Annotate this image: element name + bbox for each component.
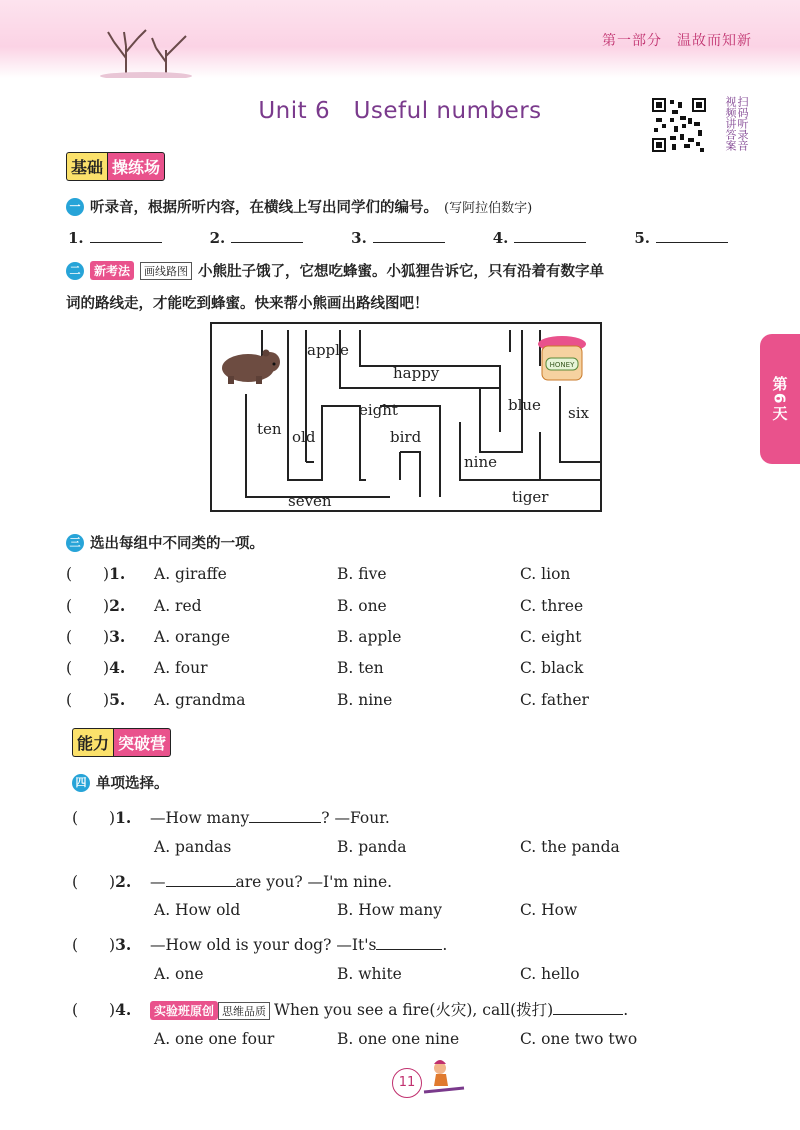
stem-post: ? —Four. [321,809,390,827]
question-4-heading [72,772,169,793]
thinking-quality-tag: 思维品质 [218,1002,270,1020]
blank-label: 4. [492,229,509,247]
question-badge: 四 [72,774,90,792]
question-badge: 一 [66,198,84,216]
option-a[interactable]: A. grandma [154,691,246,709]
section-label-b: 突破营 [113,728,171,757]
qr-code-icon[interactable] [652,98,706,152]
blank-label: 5. [634,229,650,247]
section-basic-practice [66,153,165,179]
answer-parens[interactable]: ( )5. [66,690,126,709]
option-b[interactable]: B. white [337,965,402,983]
question-3-heading [66,532,264,553]
option-b[interactable]: B. one [337,597,387,615]
answer-parens[interactable]: ( )2. [72,872,132,891]
section-ability-breakthrough [72,729,171,755]
option-a[interactable]: A. pandas [154,838,232,856]
maze-diagram[interactable] [210,322,602,512]
skier-illustration [420,1058,470,1098]
answer-parens[interactable]: ( )4. [66,658,126,677]
answer-parens[interactable]: ( )4. [72,1000,132,1019]
option-c[interactable]: C. black [520,659,584,677]
maze-word-old: old [292,428,316,446]
question-text: 听录音，根据所听内容，在横线上写出同学们的编号。 [90,200,438,216]
stem-pre: — [150,873,166,891]
q4-item-options [154,838,620,856]
maze-word-eight: eight [359,401,398,419]
option-b[interactable]: B. apple [337,628,402,646]
stem-pre: —How old is your dog? —It's [150,936,377,954]
q4-item-stem [72,933,447,955]
answer-parens[interactable]: ( )3. [72,935,132,954]
option-a[interactable]: A. four [154,659,208,677]
stem-blank[interactable] [553,1000,623,1015]
answer-parens[interactable]: ( )3. [66,627,126,646]
new-method-tag: 新考法 [90,261,134,280]
stem-blank[interactable] [249,808,321,823]
stem-post: are you? —I'm nine. [235,873,393,891]
q4-item-options [154,1030,637,1048]
maze-word-seven: seven [288,492,332,510]
option-b[interactable]: B. ten [337,659,384,677]
option-b[interactable]: B. How many [337,901,442,919]
answer-blank-2[interactable] [210,228,304,247]
option-c[interactable]: C. How [520,901,578,919]
section-label-a: 基础 [66,152,107,181]
stem-blank[interactable] [376,935,442,950]
part-label: 第一部分 温故而知新 [602,33,752,49]
honey-label: HONEY [549,361,575,369]
blank-label: 2. [209,229,226,247]
q4-item-options [154,901,577,919]
stem-post: . [442,936,448,954]
page-title: Unit 6 Useful numbers [258,98,542,124]
option-a[interactable]: A. one one four [154,1030,275,1048]
qr-label: 扫码听录音 视频讲答案 [724,96,749,151]
option-c[interactable]: C. three [520,597,584,615]
stem-pre: When you see a fire(火灾), call(拨打) [274,1001,554,1019]
q4-item-stem [72,998,628,1020]
page-number: 11 [392,1068,422,1098]
answer-blank-3[interactable] [351,228,445,247]
option-c[interactable]: C. eight [520,628,582,646]
maze-word-bird: bird [390,428,422,446]
maze-word-blue: blue [508,396,541,414]
question-2-heading [66,260,604,281]
section-label-a: 能力 [72,728,113,757]
option-c[interactable]: C. the panda [520,838,620,856]
question-badge: 二 [66,262,84,280]
question-badge: 三 [66,534,84,552]
maze-word-six: six [568,404,589,422]
option-b[interactable]: B. one one nine [337,1030,460,1048]
question-1-heading [66,196,532,217]
option-a[interactable]: A. giraffe [154,565,227,583]
draw-route-tag: 画线路图 [140,262,192,280]
maze-word-happy: happy [393,364,440,382]
option-c[interactable]: C. hello [520,965,580,983]
option-c[interactable]: C. lion [520,565,571,583]
option-a[interactable]: A. red [154,597,202,615]
blank-label: 1. [68,229,84,247]
q3-row [66,656,583,678]
answer-blank-4[interactable] [493,228,587,247]
answer-parens[interactable]: ( )1. [72,808,132,827]
stem-post: . [623,1001,629,1019]
q3-row [66,688,589,710]
q1-answer-blanks [68,228,728,247]
question-text-line2: 词的路线走，才能吃到蜂蜜。快来帮小熊画出路线图吧！ [66,296,429,312]
q4-item-stem [72,806,390,828]
q4-item-stem [72,870,392,892]
blank-label: 3. [351,229,367,247]
option-b[interactable]: B. nine [337,691,393,709]
stem-pre: —How many [150,809,250,827]
maze-word-nine: nine [464,453,497,471]
stem-blank[interactable] [166,872,236,887]
day-side-tab: 第6天 [760,334,800,464]
answer-blank-1[interactable] [68,228,162,247]
question-text: 选出每组中不同类的一项。 [90,536,264,552]
q3-row [66,625,581,647]
question-text-line1: 小熊肚子饿了，它想吃蜂蜜。小狐狸告诉它，只有沿着有数字单 [198,264,605,280]
option-a[interactable]: A. orange [154,628,231,646]
lab-class-tag: 实验班原创 [150,1001,218,1020]
maze-word-apple: apple [307,341,349,359]
option-b[interactable]: B. panda [337,838,407,856]
option-a[interactable]: A. one [154,965,204,983]
q3-row [66,594,583,616]
question-note: (写阿拉伯数字) [444,201,533,216]
maze-word-tiger: tiger [512,488,549,506]
honey-jar-illustration [538,336,586,380]
option-a[interactable]: A. How old [154,901,241,919]
section-label-b: 操练场 [107,152,165,181]
answer-parens[interactable]: ( )1. [66,564,126,583]
answer-parens[interactable]: ( )2. [66,596,126,615]
q4-item-options [154,965,580,983]
option-c[interactable]: C. father [520,691,589,709]
answer-blank-5[interactable] [634,228,728,247]
maze-word-ten: ten [257,420,282,438]
option-c[interactable]: C. one two two [520,1030,638,1048]
option-b[interactable]: B. five [337,565,387,583]
q3-row [66,562,570,584]
tree-illustration [96,18,196,78]
question-text: 单项选择。 [96,776,169,792]
